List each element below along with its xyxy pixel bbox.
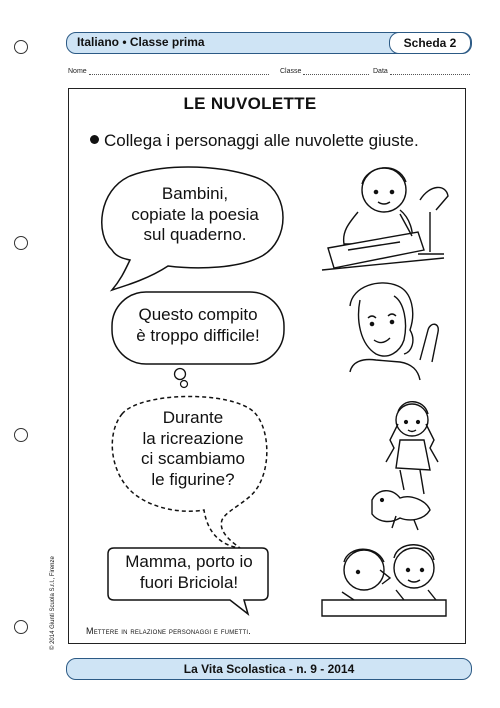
class-label: Classe <box>280 68 302 75</box>
bubble-1-line-2: copiate la poesia <box>131 204 259 224</box>
page-title: LE NUVOLETTE <box>183 94 317 113</box>
name-label: Nome <box>68 68 87 75</box>
bubble-2-text <box>112 305 284 346</box>
instruction-text: Collega i personaggi alle nuvolette giuste. <box>104 131 419 150</box>
bubble-3-line-4: le figurine? <box>151 470 235 490</box>
bubble-3-line-1: Durante <box>162 408 224 427</box>
girl-illustration[interactable] <box>350 283 438 380</box>
bubble-1-text <box>112 184 278 246</box>
bubble-3-text <box>118 408 268 491</box>
teacher-note-text: Mettere in relazione personaggi e fumetti. <box>86 626 251 636</box>
teacher-illustration[interactable] <box>322 168 448 270</box>
bubble-4-text <box>110 552 268 593</box>
teacher-note <box>86 626 251 636</box>
date-label: Data <box>373 68 388 75</box>
girl-with-dog-illustration[interactable] <box>372 402 438 530</box>
bubble-1-line-1: Bambini, <box>161 184 229 203</box>
subject-label: Italiano • Classe prima <box>77 35 205 49</box>
bubble-4-line-2: fuori Briciola! <box>139 572 239 592</box>
bubble-2-line-1: Questo compito <box>138 305 258 324</box>
bubble-3-line-3: ci scambiamo <box>141 449 245 469</box>
boys-illustration[interactable] <box>322 545 446 616</box>
bubble-1-line-3: sul quaderno. <box>143 225 247 245</box>
copyright-text: © 2014 Giunti Scuola S.r.l., Firenze <box>50 556 56 650</box>
bubble-4-line-1: Mamma, porto io <box>125 552 253 571</box>
bubble-2-line-2: è troppo difficile! <box>136 325 260 345</box>
footer-bar: La Vita Scolastica - n. 9 - 2014 <box>66 658 472 680</box>
bubble-3-line-2: la ricreazione <box>142 428 244 448</box>
sheet-badge: Scheda 2 <box>389 32 471 54</box>
